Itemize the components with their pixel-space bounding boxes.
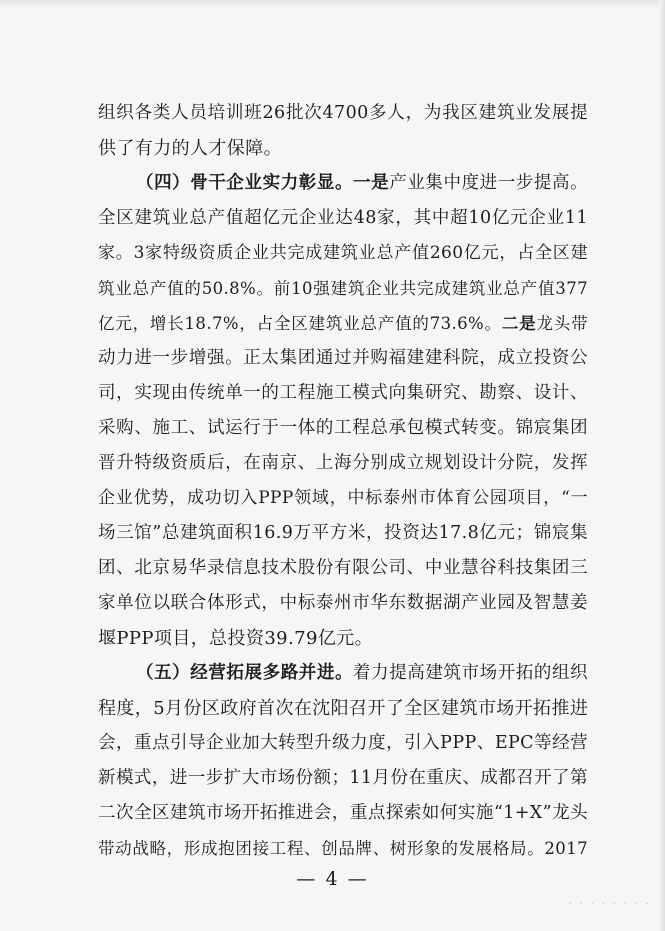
text-run: 程度，5月份区政府首次在沈阳召开了全区建筑市场开拓推进: [98, 698, 589, 719]
text-run: 晋升特级资质后，在南京、上海分别成立规划设计分院，发挥: [98, 453, 588, 473]
text-line: [98, 691, 588, 726]
text-run: 会，重点引导企业加大转型升级力度，引入PPP、EPC等经营: [98, 733, 588, 753]
text-run: 司，实现由传统单一的工程施工模式向集研究、勘察、设计、: [98, 383, 588, 403]
text-run: 场三馆”总建筑面积16.9万平方米，投资达17.8亿元；锦宸集: [98, 523, 588, 543]
text-run: 堰PPP项目，总投资39.79亿元。: [98, 628, 374, 649]
text-run: 组织各类人员培训班26批次4700多人，为我区建筑业发展提: [98, 103, 588, 123]
text-run: 着力提高建筑市场开拓的组织: [353, 663, 588, 683]
text-run: 二次全区建筑市场开拓推进会，重点探索如何实施“1+X”龙头: [98, 803, 588, 823]
text-line: [98, 236, 588, 271]
text-line: [98, 96, 588, 131]
text-line: [98, 761, 588, 796]
text-line: [98, 271, 588, 306]
text-line: [98, 341, 588, 376]
section-heading: （五）经营拓展多路并进。: [136, 663, 354, 683]
section-heading-line: [98, 166, 588, 201]
text-line: [98, 621, 588, 656]
page-number: — 4 —: [296, 868, 369, 890]
text-run: 龙头带: [536, 314, 588, 333]
text-line: [98, 551, 588, 586]
scan-edge-top: [0, 0, 665, 8]
text-run: 动力进一步增强。正太集团通过并购福建建科院，成立投资公: [98, 348, 588, 368]
scan-edge-right: [659, 0, 665, 931]
section-heading-line: [98, 656, 588, 691]
text-run: 供了有力的人才保障。: [98, 138, 282, 159]
text-run: 企业优势，成功切入PPP领域，中标泰州市体育公园项目，“一: [98, 488, 588, 508]
text-run: 采购、施工、试运行于一体的工程总承包模式转变。锦宸集团: [98, 418, 588, 438]
text-run: 全区建筑业总产值超亿元企业达48家，其中超10亿元企业11: [98, 208, 588, 228]
text-line: [98, 446, 588, 481]
text-line: [98, 796, 588, 831]
document-body: [98, 96, 588, 866]
text-run: 亿元，增长18.7%，占全区建筑业总产值的73.6%。: [98, 314, 502, 333]
section-heading: （四）骨干企业实力彰显。: [136, 173, 354, 193]
text-run: 新模式，进一步扩大市场份额；11月份在重庆、成都召开了第: [98, 768, 588, 788]
text-line: [98, 201, 588, 236]
text-line: [98, 376, 588, 411]
text-line: [98, 516, 588, 551]
text-line: [98, 131, 588, 166]
text-run: 筑业总产值的50.8%。前10强建筑企业共完成建筑业总产值377: [98, 279, 588, 298]
text-line: [98, 481, 588, 516]
scan-stamp: · · · · · · · ·: [568, 897, 651, 910]
text-line: [98, 411, 588, 446]
text-run: 家。3家特级资质企业共完成建筑业总产值260亿元，占全区建: [98, 243, 588, 263]
text-run: 带动战略，形成抱团接工程、创品牌、树形象的发展格局。2017: [98, 839, 588, 858]
text-run: 家单位以联合体形式，中标泰州市华东数据湖产业园及智慧姜: [98, 593, 588, 613]
text-line: [98, 726, 588, 761]
text-line: [98, 831, 588, 866]
text-line: [98, 586, 588, 621]
point-marker: 二是: [501, 314, 537, 333]
text-run: 团、北京易华录信息技术股份有限公司、中业慧谷科技集团三: [98, 558, 588, 578]
text-line: [98, 306, 588, 341]
point-marker: 一是: [353, 173, 390, 193]
text-run: 产业集中度进一步提高。: [389, 173, 588, 193]
